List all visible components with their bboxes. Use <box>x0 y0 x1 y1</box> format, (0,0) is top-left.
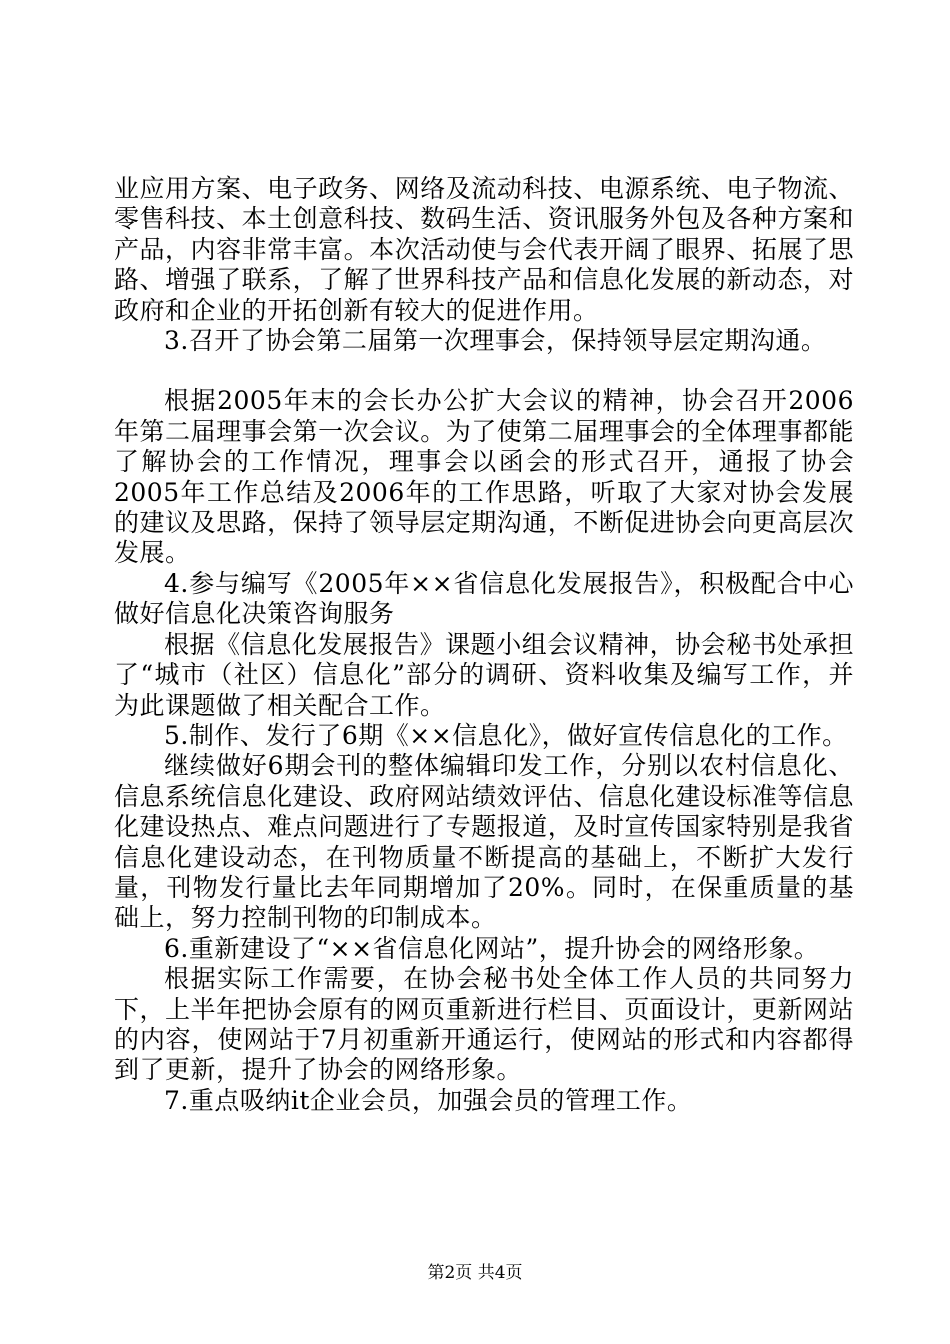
paragraph-spacer <box>114 356 854 386</box>
section-heading-5: 5.制作、发行了6期《××信息化》，做好宣传信息化的工作。 <box>164 720 848 750</box>
section-heading-6: 6.重新建设了“××省信息化网站”，提升协会的网络形象。 <box>164 933 820 963</box>
paragraph-report: 根据《信息化发展报告》课题小组会议精神，协会秘书处承担了“城市（社区）信息化”部分的调研、资料收集及编写工作，并为此课题做了相关配合工作。 <box>114 629 854 720</box>
section-heading-4: 4.参与编写《2005年××省信息化发展报告》，积极配合中心做好信息化决策咨询服务 <box>114 568 854 629</box>
paragraph-journal: 继续做好6期会刊的整体编辑印发工作，分别以农村信息化、信息系统信息化建设、政府网站绩效评估、信息化建设标准等信息化建设热点、难点问题进行了专题报道，及时宣传国家特别是我省信息化建设动态，在刊物质量不断提高的基础上，不断扩大发行量，刊物发行量比去年同期增加了20%。同时，在保重质量的基础上，努力控制刊物的印制成本。 <box>114 751 854 933</box>
page-number-footer: 第2页 共4页 <box>427 1263 523 1283</box>
section-heading-7: 7.重点吸纳it企业会员，加强会员的管理工作。 <box>164 1085 693 1115</box>
section-heading-3: 3.召开了协会第二届第一次理事会，保持领导层定期沟通。 <box>164 326 827 356</box>
paragraph-continuation: 业应用方案、电子政务、网络及流动科技、电源系统、电子物流、零售科技、本土创意科技、数码生活、资讯服务外包及各种方案和产品，内容非常丰富。本次活动使与会代表开阔了眼界、拓展了思路、增强了联系，了解了世界科技产品和信息化发展的新动态，对政府和企业的开拓创新有较大的促进作用。 <box>114 174 854 325</box>
paragraph-website: 根据实际工作需要，在协会秘书处全体工作人员的共同努力下，上半年把协会原有的网页重新进行栏目、页面设计，更新网站的内容，使网站于7月初重新开通运行，使网站的形式和内容都得到了更新，提升了协会的网络形象。 <box>114 964 854 1085</box>
document-body <box>114 174 854 1116</box>
paragraph-council-meeting: 根据2005年末的会长办公扩大会议的精神，协会召开2006年第二届理事会第一次会议。为了使第二届理事会的全体理事都能了解协会的工作情况，理事会以函会的形式召开，通报了协会2005年工作总结及2006年的工作思路，听取了大家对协会发展的建议及思路，保持了领导层定期沟通，不断促进协会向更高层次发展。 <box>114 386 854 568</box>
